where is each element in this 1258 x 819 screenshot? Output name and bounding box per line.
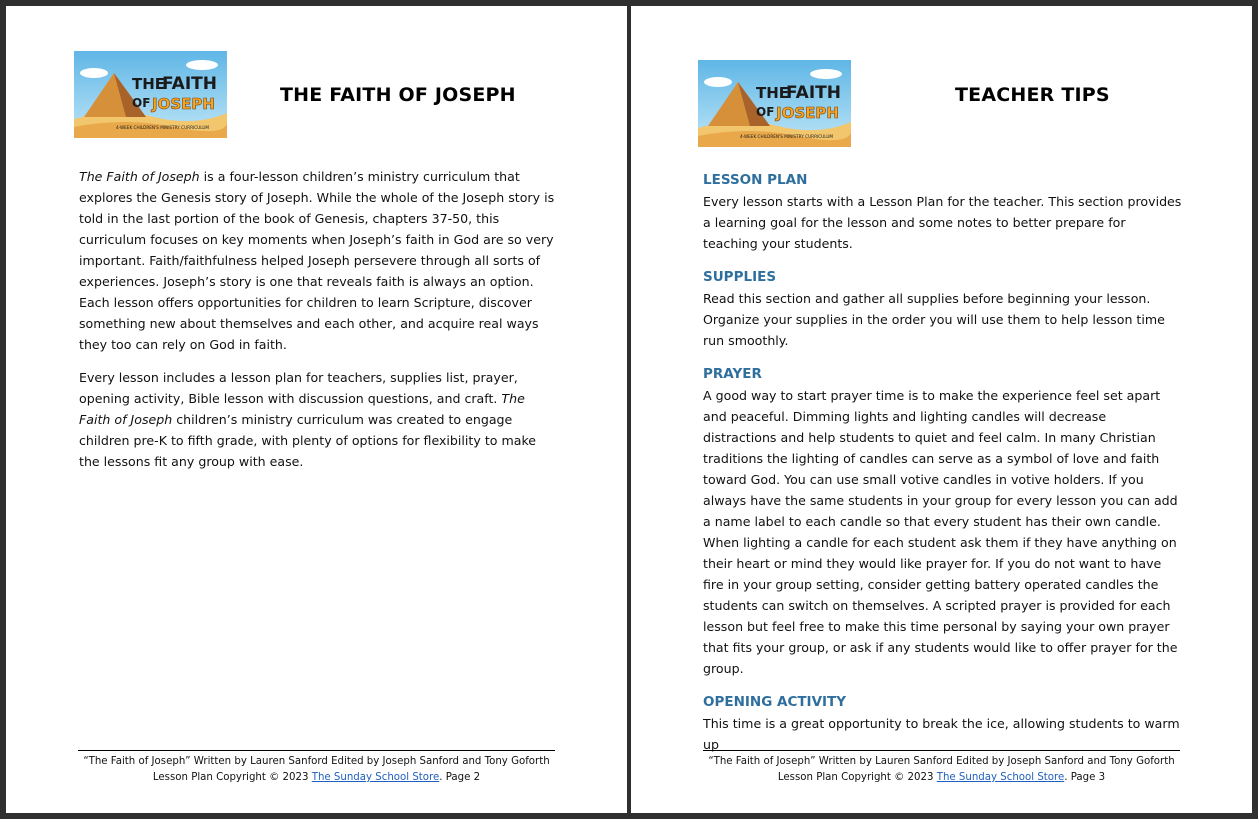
section-body-lesson-plan: Every lesson starts with a Lesson Plan for the teacher. This section provides a learning goal for the lesson and some notes to better prepare for teaching your students. <box>703 194 1182 251</box>
faith-of-joseph-logo <box>74 51 227 138</box>
footer-credits: “The Faith of Joseph” Written by Lauren Sanford Edited by Joseph Sanford and Tony Goforth <box>708 756 1175 767</box>
curriculum-title-italic: The Faith of Joseph <box>79 169 200 184</box>
intro-paragraph-2 <box>79 367 559 472</box>
logo-text-of: OF <box>132 96 151 110</box>
curriculum-title-italic: The Faith of Joseph <box>79 391 525 427</box>
page-footer <box>703 750 1180 786</box>
page-footer <box>78 750 555 786</box>
page-title: TEACHER TIPS <box>955 84 1110 106</box>
intro-paragraph-2-end: children’s ministry curriculum was created to engage children pre-K to fifth grade, with plenty of options for flexibility to make the lessons fit any group with ease. <box>79 412 537 469</box>
logo-text-the: THE <box>132 75 166 93</box>
footer-copyright <box>78 770 555 786</box>
footer-copyright <box>703 770 1180 786</box>
footer-copyright-text: Lesson Plan Copyright © 2023 <box>777 772 937 783</box>
page-title: THE FAITH OF JOSEPH <box>280 84 516 106</box>
logo-text-faith: FAITH <box>786 83 841 103</box>
intro-paragraph-1 <box>79 166 559 355</box>
logo-tagline: 4-WEEK CHILDREN'S MINISTRY CURRICULUM <box>116 125 210 130</box>
footer-credits: “The Faith of Joseph” Written by Lauren Sanford Edited by Joseph Sanford and Tony Goforth <box>83 756 550 767</box>
section-heading-lesson-plan: LESSON PLAN <box>703 172 808 188</box>
sunday-school-store-link[interactable]: The Sunday School Store <box>311 772 440 783</box>
section-body-opening-activity: This time is a great opportunity to break the ice, allowing students to warm up <box>703 716 1180 752</box>
logo-text-faith: FAITH <box>162 74 217 94</box>
logo-text-joseph: JOSEPH <box>152 95 215 113</box>
logo-tagline: 4-WEEK CHILDREN'S MINISTRY CURRICULUM <box>740 134 834 139</box>
section-body-prayer: A good way to start prayer time is to make the experience feel set apart and peaceful. Dimming lights and lighting candles will decrease distractions and help students to quiet and feel calm. In many Christian traditions the lighting of candles can serve as a symbol of love and faith toward God. You can use small votive candles in votive holders. If you always have the same students in your group for every lesson you can add a name label to each candle so that every student has their own candle. When lighting a candle for each student ask them if they have anything on their heart or mind they would like prayer for. If you do not want to have fire in your group setting, consider getting battery operated candles the students can switch on themselves. A scripted prayer is provided for each lesson but feel free to make this time personal by saying your own prayer that fits your group, or ask if any students would like to offer prayer for the group. <box>703 388 1178 676</box>
logo-text-the: THE <box>756 84 790 102</box>
intro-text <box>79 166 559 484</box>
logo-text-of: OF <box>756 105 775 119</box>
intro-paragraph-2-start: Every lesson includes a lesson plan for teachers, supplies list, prayer, opening activity, Bible lesson with discussion questions, and craft. <box>79 370 518 406</box>
document-page-left <box>6 6 627 813</box>
intro-paragraph-1-text: is a four-lesson children’s ministry curriculum that explores the Genesis story of Joseph. While the whole of the Joseph story is told in the last portion of the book of Genesis, chapters 37-50, this curriculum focuses on key moments when Joseph’s faith in God are so very important. Faith/faithfulness helped Joseph persevere through all sorts of experiences. Joseph’s story is one that reveals faith is always an option. Each lesson offers opportunities for children to learn Scripture, discover something new about themselves and each other, and acquire real ways they too can rely on God in faith. <box>79 169 555 352</box>
footer-page-number: . Page 3 <box>1064 772 1106 783</box>
section-body-supplies: Read this section and gather all supplies before beginning your lesson. Organize your supplies in the order you will use them to help lesson time run smoothly. <box>703 291 1165 348</box>
section-heading-supplies: SUPPLIES <box>703 269 777 285</box>
section-heading-opening-activity: OPENING ACTIVITY <box>703 694 847 710</box>
section-heading-prayer: PRAYER <box>703 366 762 382</box>
document-page-right <box>631 6 1252 813</box>
sunday-school-store-link[interactable]: The Sunday School Store <box>936 772 1065 783</box>
footer-page-number: . Page 2 <box>439 772 481 783</box>
teacher-tips-content <box>703 169 1183 767</box>
logo-text-joseph: JOSEPH <box>776 104 839 122</box>
footer-copyright-text: Lesson Plan Copyright © 2023 <box>152 772 312 783</box>
faith-of-joseph-logo <box>698 60 851 147</box>
